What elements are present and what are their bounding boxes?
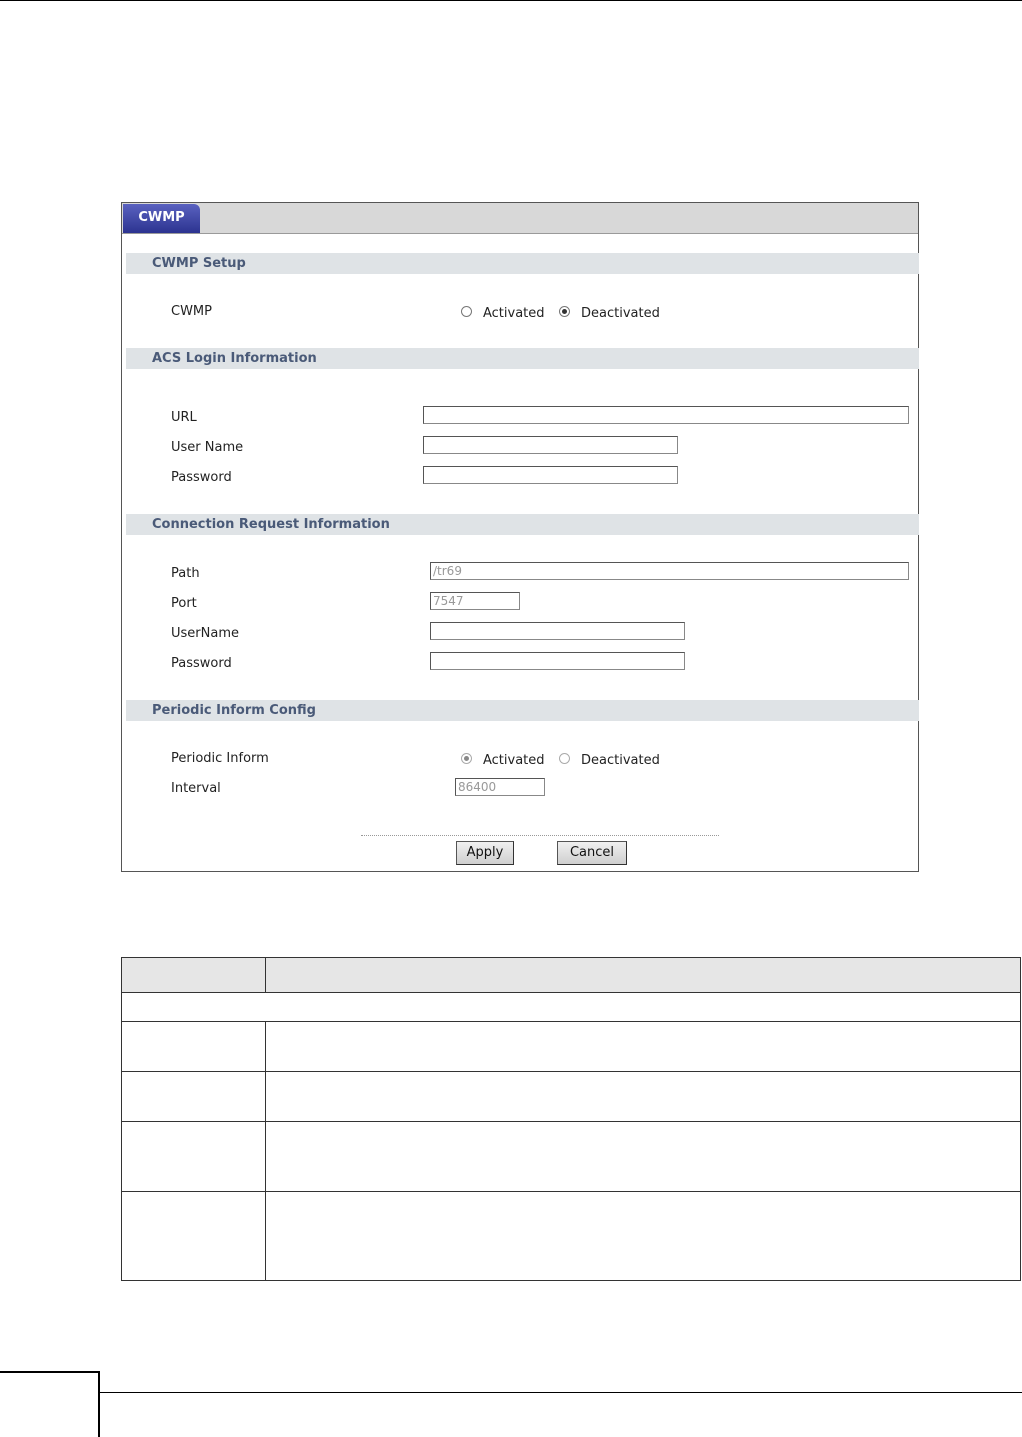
table-row xyxy=(122,993,1021,1022)
apply-button[interactable]: Apply xyxy=(456,841,514,865)
table-row xyxy=(122,1022,1021,1072)
cwmp-label: CWMP xyxy=(171,304,212,319)
section-acs-login: ACS Login Information xyxy=(126,348,919,369)
cwmp-deactivated-radio[interactable] xyxy=(559,306,570,317)
button-divider xyxy=(361,835,719,836)
field-description-table xyxy=(121,957,1021,1281)
table-row xyxy=(122,1122,1021,1192)
table-cell xyxy=(266,1192,1021,1281)
interval-input[interactable] xyxy=(455,778,545,796)
footer-rule xyxy=(100,1392,1022,1393)
acs-username-input[interactable] xyxy=(423,436,678,454)
conn-username-label: UserName xyxy=(171,626,239,641)
conn-path-label: Path xyxy=(171,566,200,581)
conn-password-label: Password xyxy=(171,656,232,671)
table-cell xyxy=(122,1072,266,1122)
conn-port-input[interactable] xyxy=(430,592,520,610)
tab-bar xyxy=(122,203,918,234)
table-row xyxy=(122,1192,1021,1281)
cwmp-deactivated-label: Deactivated xyxy=(581,306,660,321)
table-cell xyxy=(122,1122,266,1192)
conn-username-input[interactable] xyxy=(430,622,685,640)
section-cwmp-setup: CWMP Setup xyxy=(126,253,919,274)
table-header-cell xyxy=(122,958,266,993)
conn-port-label: Port xyxy=(171,596,197,611)
periodic-inform-label: Periodic Inform xyxy=(171,751,269,766)
conn-password-input[interactable] xyxy=(430,652,685,670)
acs-password-input[interactable] xyxy=(423,466,678,484)
radio-selected-dot xyxy=(562,309,567,314)
cwmp-activated-radio[interactable] xyxy=(461,306,472,317)
table-header-cell xyxy=(266,958,1021,993)
table-cell xyxy=(266,1122,1021,1192)
cwmp-activated-label: Activated xyxy=(483,306,545,321)
page-top-rule xyxy=(0,0,1022,1)
interval-label: Interval xyxy=(171,781,221,796)
periodic-activated-radio[interactable] xyxy=(461,753,472,764)
table-cell xyxy=(122,1192,266,1281)
periodic-deactivated-radio[interactable] xyxy=(559,753,570,764)
radio-selected-dot xyxy=(464,756,469,761)
acs-username-label: User Name xyxy=(171,440,244,455)
cwmp-config-panel xyxy=(121,202,919,872)
table-cell xyxy=(122,993,1021,1022)
acs-password-label: Password xyxy=(171,470,232,485)
table-header-row xyxy=(122,958,1021,993)
section-connection-request: Connection Request Information xyxy=(126,514,919,535)
cancel-button[interactable]: Cancel xyxy=(557,841,627,865)
page-number-box xyxy=(0,1371,100,1437)
table-cell xyxy=(266,1022,1021,1072)
periodic-activated-label: Activated xyxy=(483,753,545,768)
tab-cwmp[interactable]: CWMP xyxy=(123,204,200,233)
section-periodic-inform: Periodic Inform Config xyxy=(126,700,919,721)
acs-url-label: URL xyxy=(171,410,197,425)
periodic-deactivated-label: Deactivated xyxy=(581,753,660,768)
table-cell xyxy=(122,1022,266,1072)
table-row xyxy=(122,1072,1021,1122)
acs-url-input[interactable] xyxy=(423,406,909,424)
table-cell xyxy=(266,1072,1021,1122)
conn-path-input[interactable] xyxy=(430,562,909,580)
